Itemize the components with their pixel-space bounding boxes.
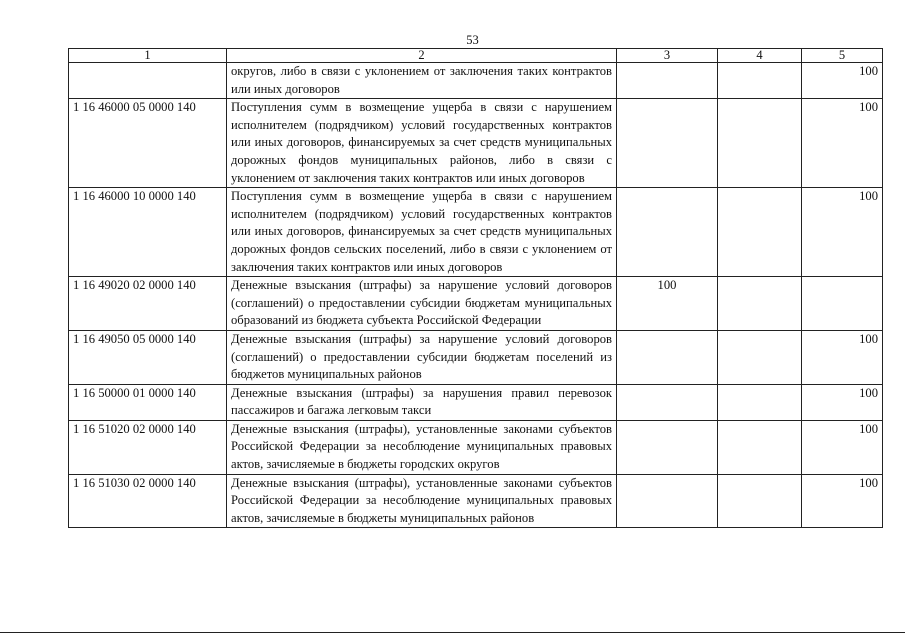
row-col3	[617, 99, 718, 188]
table-row	[69, 420, 883, 474]
row-col3	[617, 474, 718, 528]
row-col4	[718, 384, 802, 420]
row-description: Денежные взыскания (штрафы) за нарушения правил перевозок пассажиров и багажа легковым такси	[227, 384, 617, 420]
row-description: Денежные взыскания (штрафы), установленные законами субъектов Российской Федерации за несоблюдение муниципальных правовых актов, зачисляемые в бюджеты городских округов	[227, 420, 617, 474]
row-col5: 100	[802, 330, 883, 384]
row-code: 1 16 49050 05 0000 140	[69, 330, 227, 384]
row-description: округов, либо в связи с уклонением от заключения таких контрактов или иных договоров	[227, 63, 617, 99]
column-header-3: 3	[617, 49, 718, 63]
column-header-5: 5	[802, 49, 883, 63]
table-row	[69, 99, 883, 188]
row-col3	[617, 330, 718, 384]
row-col5: 100	[802, 99, 883, 188]
column-header-4: 4	[718, 49, 802, 63]
column-header-1: 1	[69, 49, 227, 63]
row-code: 1 16 49020 02 0000 140	[69, 277, 227, 331]
row-col4	[718, 277, 802, 331]
row-col3	[617, 420, 718, 474]
row-col5: 100	[802, 420, 883, 474]
row-code	[69, 63, 227, 99]
row-col5: 100	[802, 384, 883, 420]
row-col5: 100	[802, 474, 883, 528]
budget-table	[68, 48, 883, 528]
row-code: 1 16 46000 05 0000 140	[69, 99, 227, 188]
row-code: 1 16 51020 02 0000 140	[69, 420, 227, 474]
row-col4	[718, 99, 802, 188]
table-row	[69, 277, 883, 331]
row-col5	[802, 277, 883, 331]
row-description: Денежные взыскания (штрафы) за нарушение условий договоров (соглашений) о предоставлении субсидии бюджетам муниципальных образований из бюджета субъекта Российской Федерации	[227, 277, 617, 331]
row-col3	[617, 384, 718, 420]
page-bottom-divider	[0, 632, 905, 633]
row-col4	[718, 330, 802, 384]
row-code: 1 16 50000 01 0000 140	[69, 384, 227, 420]
row-col3	[617, 63, 718, 99]
row-col5: 100	[802, 63, 883, 99]
column-header-2: 2	[227, 49, 617, 63]
page-number: 53	[466, 33, 479, 47]
table-row	[69, 188, 883, 277]
row-description: Поступления сумм в возмещение ущерба в связи с нарушением исполнителем (подрядчиком) условий государственных контрактов или иных договоров, финансируемых за счет средств муниципальных дорожных фондов муниципальных районов, либо в связи с уклонением от заключения таких контрактов или иных договоров	[227, 99, 617, 188]
row-description: Денежные взыскания (штрафы) за нарушение условий договоров (соглашений) о предоставлении субсидии бюджетам поселений из бюджетов муниципальных районов	[227, 330, 617, 384]
row-description: Денежные взыскания (штрафы), установленные законами субъектов Российской Федерации за несоблюдение муниципальных правовых актов, зачисляемые в бюджеты муниципальных районов	[227, 474, 617, 528]
row-description: Поступления сумм в возмещение ущерба в связи с нарушением исполнителем (подрядчиком) условий государственных контрактов или иных договоров, финансируемых за счет средств муниципальных дорожных фондов сельских поселений, либо в связи с уклонением от заключения таких контрактов или иных договоров	[227, 188, 617, 277]
table-row	[69, 63, 883, 99]
row-col4	[718, 420, 802, 474]
row-code: 1 16 51030 02 0000 140	[69, 474, 227, 528]
row-col3	[617, 188, 718, 277]
row-col5: 100	[802, 188, 883, 277]
table-row	[69, 384, 883, 420]
table-row	[69, 474, 883, 528]
row-col4	[718, 188, 802, 277]
row-col4	[718, 63, 802, 99]
row-col3: 100	[617, 277, 718, 331]
row-code: 1 16 46000 10 0000 140	[69, 188, 227, 277]
table-row	[69, 330, 883, 384]
row-col4	[718, 474, 802, 528]
header-row	[69, 49, 883, 63]
